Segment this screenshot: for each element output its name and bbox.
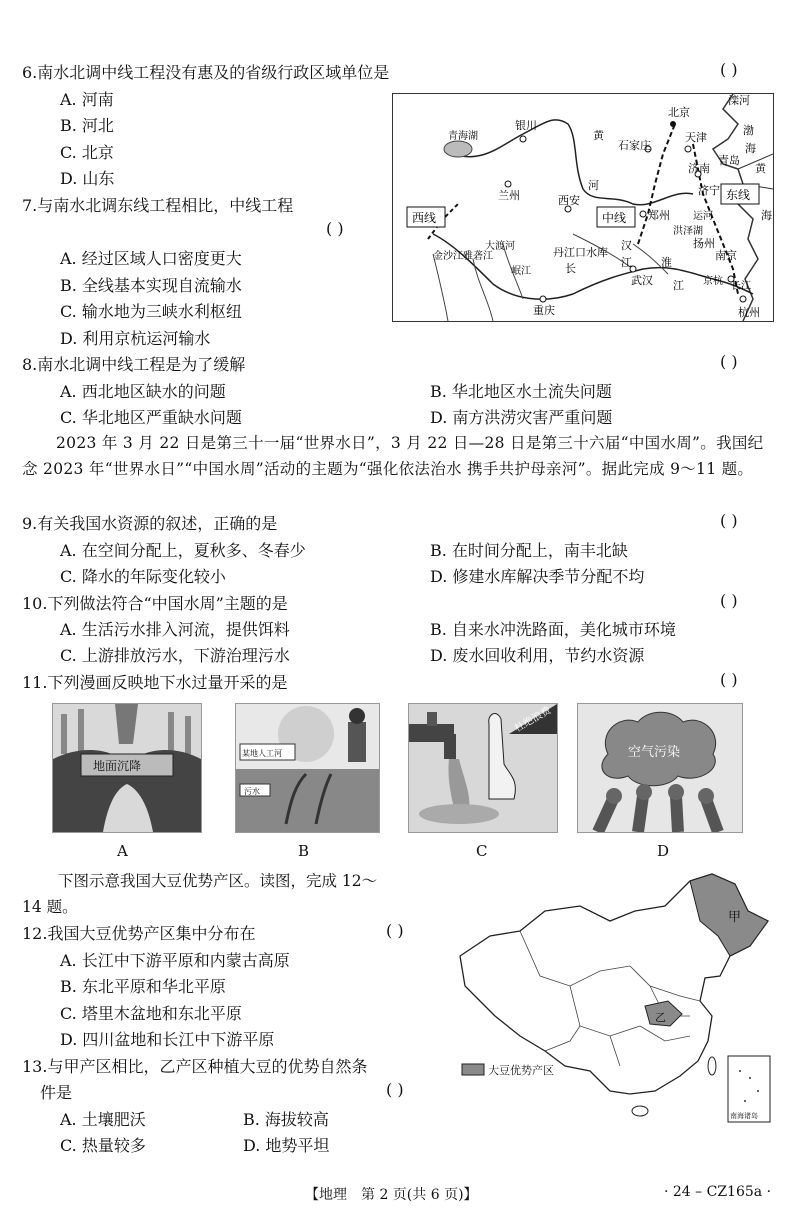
cartoon-a-caption: A xyxy=(117,842,128,860)
cartoon-d-caption: D xyxy=(657,842,670,860)
q9-option-c: C. 降水的年际变化较小 xyxy=(60,567,226,586)
q7-option-b: B. 全线基本实现自流输水 xyxy=(60,276,242,295)
q10-option-d: D. 废水回收利用，节约水资源 xyxy=(430,646,645,665)
q6-option-a: A. 河南 xyxy=(60,90,114,109)
q13-option-a: A. 土壤肥沃 xyxy=(60,1110,146,1129)
cartoon-a-svg xyxy=(53,704,201,832)
map1-label: 武汉 xyxy=(631,274,653,287)
q13-option-d: D. 地势平坦 xyxy=(243,1136,330,1155)
water-diversion-map-svg xyxy=(393,94,773,321)
map1-label: 江 xyxy=(673,279,684,292)
q7-stem: 7.与南水北调东线工程相比，中线工程 xyxy=(22,196,294,215)
map1-label: 南京 xyxy=(715,249,737,262)
map1-label: 滦河 xyxy=(728,94,750,107)
map1-label: 海 xyxy=(761,209,772,222)
q7-option-a: A. 经过区域人口密度更大 xyxy=(60,249,242,268)
map1-label: 济南 xyxy=(688,162,710,175)
q8-option-d: D. 南方洪涝灾害严重问题 xyxy=(430,408,613,427)
q13-stem-line1: 13.与甲产区相比，乙产区种植大豆的优势自然条 xyxy=(22,1057,368,1076)
cartoon-b-sewage xyxy=(235,703,380,833)
q10-option-c: C. 上游排放污水，下游治理污水 xyxy=(60,646,290,665)
map1-west-line-label: 西线 xyxy=(412,211,437,225)
q12-option-b: B. 东北平原和华北平原 xyxy=(60,977,226,996)
q6-answer-paren: ( ) xyxy=(720,60,738,79)
water-diversion-map xyxy=(392,93,774,322)
cartoon-c-label: 杜绝浪费 xyxy=(513,705,554,735)
q10-answer-paren: ( ) xyxy=(720,591,738,610)
map1-label: 长江 xyxy=(731,281,751,292)
map1-label: 岷江 xyxy=(511,266,531,277)
soybean-region-map-svg xyxy=(450,866,776,1126)
map1-label: 丹江口水库 xyxy=(553,246,608,259)
q7-answer-paren: ( ) xyxy=(326,219,344,238)
q8-option-a: A. 西北地区缺水的问题 xyxy=(60,382,226,401)
map1-label: 郑州 xyxy=(648,209,670,222)
q9-option-b: B. 在时间分配上，南丰北缺 xyxy=(430,541,628,560)
passage-soybean-line2: 14 题。 xyxy=(22,898,78,916)
q13-stem-line2: 件是 xyxy=(40,1083,73,1102)
q10-option-a: A. 生活污水排入河流，提供饵料 xyxy=(60,620,290,639)
cartoon-d-air-pollution xyxy=(577,703,743,833)
map1-label: 北京 xyxy=(668,106,690,119)
q10-stem: 10.下列做法符合“中国水周”主题的是 xyxy=(22,594,288,613)
q13-option-c: C. 热量较多 xyxy=(60,1136,146,1155)
map1-label: 济宁 xyxy=(698,184,720,197)
map1-label: 大渡河 xyxy=(485,241,515,252)
q7-option-c: C. 输水地为三峡水利枢纽 xyxy=(60,302,242,321)
map2-legend-label: 大豆优势产区 xyxy=(488,1064,554,1077)
map1-label: 长 xyxy=(565,262,576,275)
cartoon-b-label: 污水 xyxy=(244,787,260,796)
q11-stem: 11.下列漫画反映地下水过量开采的是 xyxy=(22,673,288,692)
map1-label: 海 xyxy=(745,142,756,155)
map1-label: 汉 xyxy=(621,239,632,252)
q10-option-b: B. 自来水冲洗路面，美化城市环境 xyxy=(430,620,676,639)
q13-option-b: B. 海拔较高 xyxy=(243,1110,329,1129)
passage-world-water-day: 2023 年 3 月 22 日是第三十一届“世界水日”，3 月 22 日—28 日是第三十六届“中国水周”。我国纪念 2023 年“世界水日”“中国水周”活动的主题为“强化依法治水 携手共护母亲河”。据此完成 9～11 题。 xyxy=(22,434,764,478)
q6-stem: 6.南水北调中线工程没有惠及的省级行政区域单位是 xyxy=(22,63,390,82)
cartoon-d-label: 空气污染 xyxy=(628,745,681,760)
map1-label: 金沙江 xyxy=(433,251,463,262)
map1-label: 银川 xyxy=(515,119,537,132)
map1-label: 黄 xyxy=(593,129,604,142)
map1-label: 渤 xyxy=(743,124,754,137)
map2-inset-label: 南海诸岛 xyxy=(730,1112,758,1120)
cartoon-b-sign: 某地人工河 xyxy=(242,749,282,758)
map1-east-line-label: 东线 xyxy=(726,188,751,202)
q6-option-d: D. 山东 xyxy=(60,169,115,188)
cartoon-b-svg xyxy=(236,704,379,832)
map1-label: 淮 xyxy=(661,256,672,269)
passage-soybean-line1: 下图示意我国大豆优势产区。读图，完成 12～ xyxy=(58,872,378,890)
map1-label: 天津 xyxy=(685,131,707,144)
map1-label: 西安 xyxy=(558,194,580,207)
map1-label: 青岛 xyxy=(718,154,740,167)
map1-label: 洪泽湖 xyxy=(673,226,703,237)
q12-option-c: C. 塔里木盆地和东北平原 xyxy=(60,1004,242,1023)
map1-label: 河 xyxy=(588,179,599,192)
q9-stem: 9.有关我国水资源的叙述，正确的是 xyxy=(22,514,278,533)
map1-label: 运河 xyxy=(693,211,713,222)
cartoon-c-caption: C xyxy=(476,842,488,860)
q8-answer-paren: ( ) xyxy=(720,352,738,371)
map1-label: 重庆 xyxy=(533,304,555,317)
map1-label: 京杭 xyxy=(703,276,723,287)
map1-label: 青海湖 xyxy=(448,131,478,142)
map1-middle-line-label: 中线 xyxy=(602,211,627,225)
map1-label: 兰州 xyxy=(498,189,520,202)
q13-answer-paren: ( ) xyxy=(386,1080,404,1099)
map1-label: 扬州 xyxy=(693,237,715,250)
cartoon-c-waste xyxy=(408,703,558,833)
map1-label: 石家庄 xyxy=(618,139,651,152)
soy-region-yi-label: 乙 xyxy=(655,1011,666,1024)
q6-option-c: C. 北京 xyxy=(60,143,114,162)
q6-option-b: B. 河北 xyxy=(60,116,114,135)
q12-option-d: D. 四川盆地和长江中下游平原 xyxy=(60,1030,275,1049)
q8-stem: 8.南水北调中线工程是为了缓解 xyxy=(22,355,246,374)
q12-answer-paren: ( ) xyxy=(386,921,404,940)
q12-stem: 12.我国大豆优势产区集中分布在 xyxy=(22,924,256,943)
soy-region-jia-label: 甲 xyxy=(728,910,742,925)
q9-option-a: A. 在空间分配上，夏秋多、冬春少 xyxy=(60,541,306,560)
q9-answer-paren: ( ) xyxy=(720,511,738,530)
q9-option-d: D. 修建水库解决季节分配不均 xyxy=(430,567,645,586)
q12-option-a: A. 长江中下游平原和内蒙古高原 xyxy=(60,951,290,970)
q7-option-d: D. 利用京杭运河输水 xyxy=(60,329,211,348)
map1-label: 黄 xyxy=(755,162,766,175)
footer-page-info: 【地理 第 2 页(共 6 页)】 xyxy=(305,1187,478,1203)
footer-code: · 24 – CZ165a · xyxy=(664,1184,772,1200)
cartoon-d-svg xyxy=(578,704,742,832)
map1-label: 杭州 xyxy=(738,306,760,319)
cartoon-a-label: 地面沉降 xyxy=(93,759,142,773)
map1-label: 江 xyxy=(621,256,632,269)
map1-label: 雅砻江 xyxy=(463,251,493,262)
q11-answer-paren: ( ) xyxy=(720,670,738,689)
q8-option-b: B. 华北地区水土流失问题 xyxy=(430,382,612,401)
q8-option-c: C. 华北地区严重缺水问题 xyxy=(60,408,242,427)
cartoon-c-svg xyxy=(409,704,557,832)
cartoon-a-land-subsidence xyxy=(52,703,202,833)
cartoon-b-caption: B xyxy=(298,842,310,860)
soybean-region-map xyxy=(450,866,776,1126)
